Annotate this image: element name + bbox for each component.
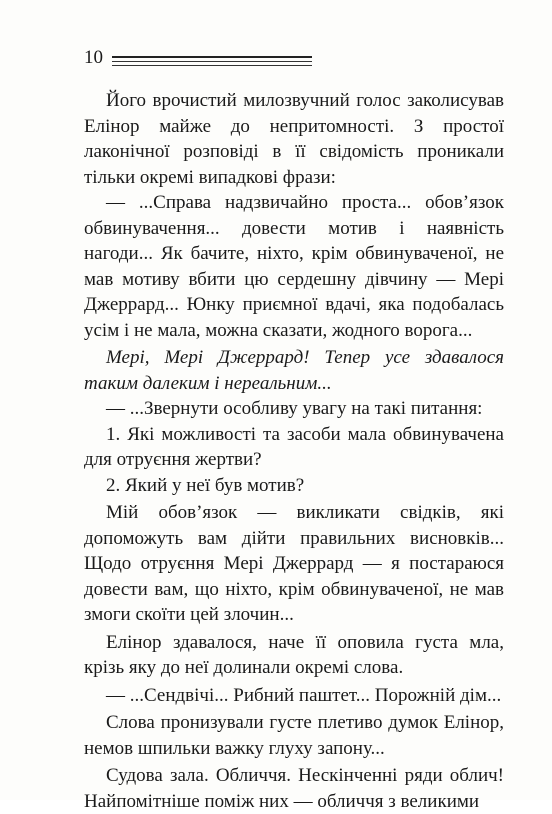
paragraph: Елінор здавалося, наче її оповила густа мла, крізь яку до неї долинали окремі слова. [84,631,504,678]
page-header [84,44,324,74]
page-body-text [84,88,504,814]
paragraph-list-item: 2. Який у неї був мотив? [106,474,305,496]
paragraph: — ...Справа надзвичайно проста... обов’язок обвинувачення... довести мотив і наявність нагоди... Як бачите, ніхто, крім обвинуваченої, не мав мотиву вбити цю сердешну дівчину — Мері Джеррард... Юнку приємної вдачі, яка подобалась усім і не мала, можна сказати, жодного ворога... [84,192,504,341]
paragraph: Мій обов’язок — викликати свідків, які допоможуть вам дійти правильних висновків... Щодо отруєння Мері Джеррард — я постараюся довести вам, що ніхто, крім обвинуваченої, не мав змоги скоїти цей злочин... [84,502,504,625]
header-rule-thin [112,61,312,62]
header-rule-thick [112,56,312,58]
paragraph: — ...Сендвічі... Рибний паштет... Порожній дім... [106,684,502,706]
paragraph: — ...Звернути особливу увагу на такі питання: [106,398,483,419]
paragraph-list-item: 1. Які можливості та засоби мала обвинувачена для отруєння жертви? [84,423,504,470]
paragraph: Слова пронизували густе плетиво думок Елінор, немов шпильки важку глуху запону... [84,712,504,759]
page-number: 10 [84,47,103,68]
paragraph: Судова зала. Обличчя. Нескінченні ряди облич! Найпомітніше поміж них — обличчя з великими [84,765,504,812]
paragraph: Його врочистий милозвучний голос заколисував Елінор майже до непритомності. З простої лаконічної розповіді в її свідомість проникали тільки окремі випадкові фрази: [84,90,504,188]
paragraph-italic: Мері, Мері Джеррард! Тепер усе здавалося таким далеким і нереальним... [84,347,504,394]
header-rule-thin-2 [112,65,312,66]
